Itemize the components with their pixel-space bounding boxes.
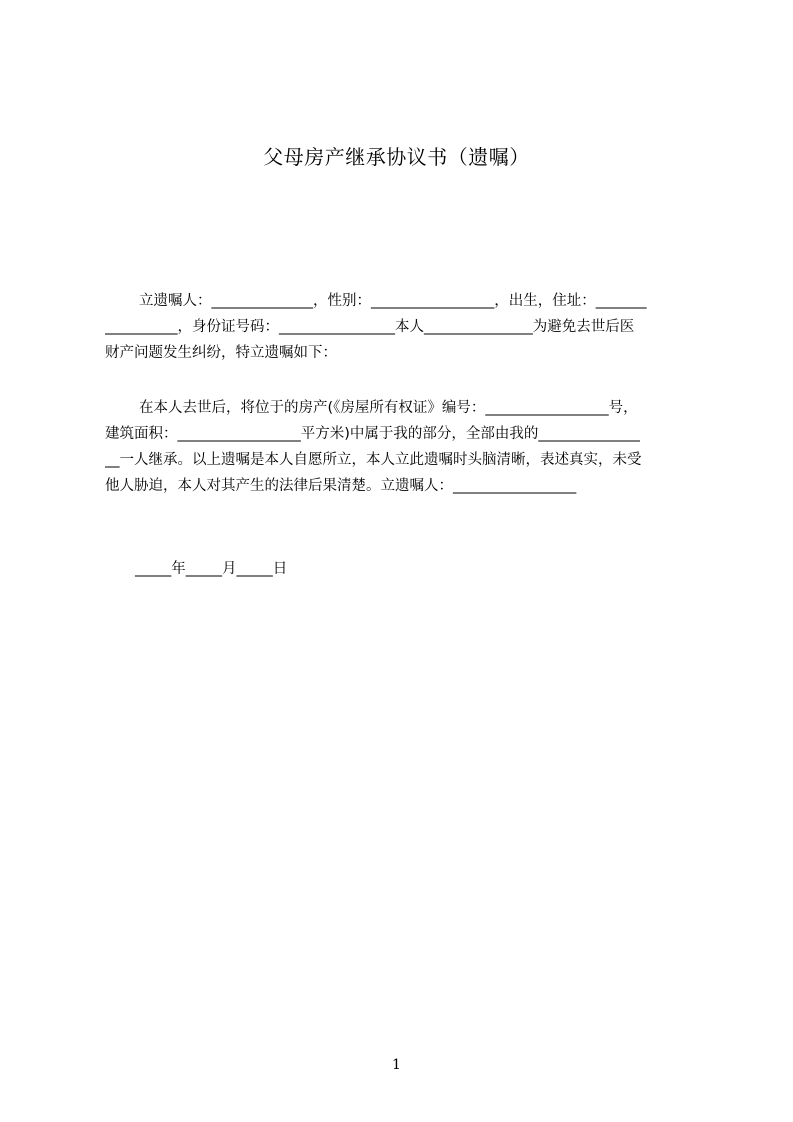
date-line: _____年_____月_____日 bbox=[135, 561, 288, 577]
paragraph-line: __________，身份证号码：________________本人_______________为避免去世后医 bbox=[105, 319, 635, 335]
paragraph-line: 立遗嘱人：______________，性别：_________________，出生，住址：_______ bbox=[139, 293, 647, 309]
inheritance-terms-paragraph bbox=[105, 395, 703, 499]
paragraph-line: 建筑面积：_________________平方米)中属于我的部分，全部由我的______________ bbox=[105, 426, 640, 442]
testator-info-paragraph bbox=[105, 288, 703, 366]
document-title: 父母房产继承协议书（遗嘱） bbox=[263, 145, 530, 169]
paragraph-line: __一人继承。以上遗嘱是本人自愿所立，本人立此遗嘱时头脑清晰，表述真实，未受 bbox=[105, 452, 642, 468]
paragraph-line: 他人胁迫，本人对其产生的法律后果清楚。立遗嘱人：_________________ bbox=[105, 478, 577, 494]
paragraph-line: 财产问题发生纠纷，特立遗嘱如下： bbox=[105, 345, 337, 361]
page-number: 1 bbox=[392, 1057, 401, 1073]
paragraph-line: 在本人去世后，将位于的房产(《房屋所有权证》编号：_________________号， bbox=[139, 400, 638, 416]
